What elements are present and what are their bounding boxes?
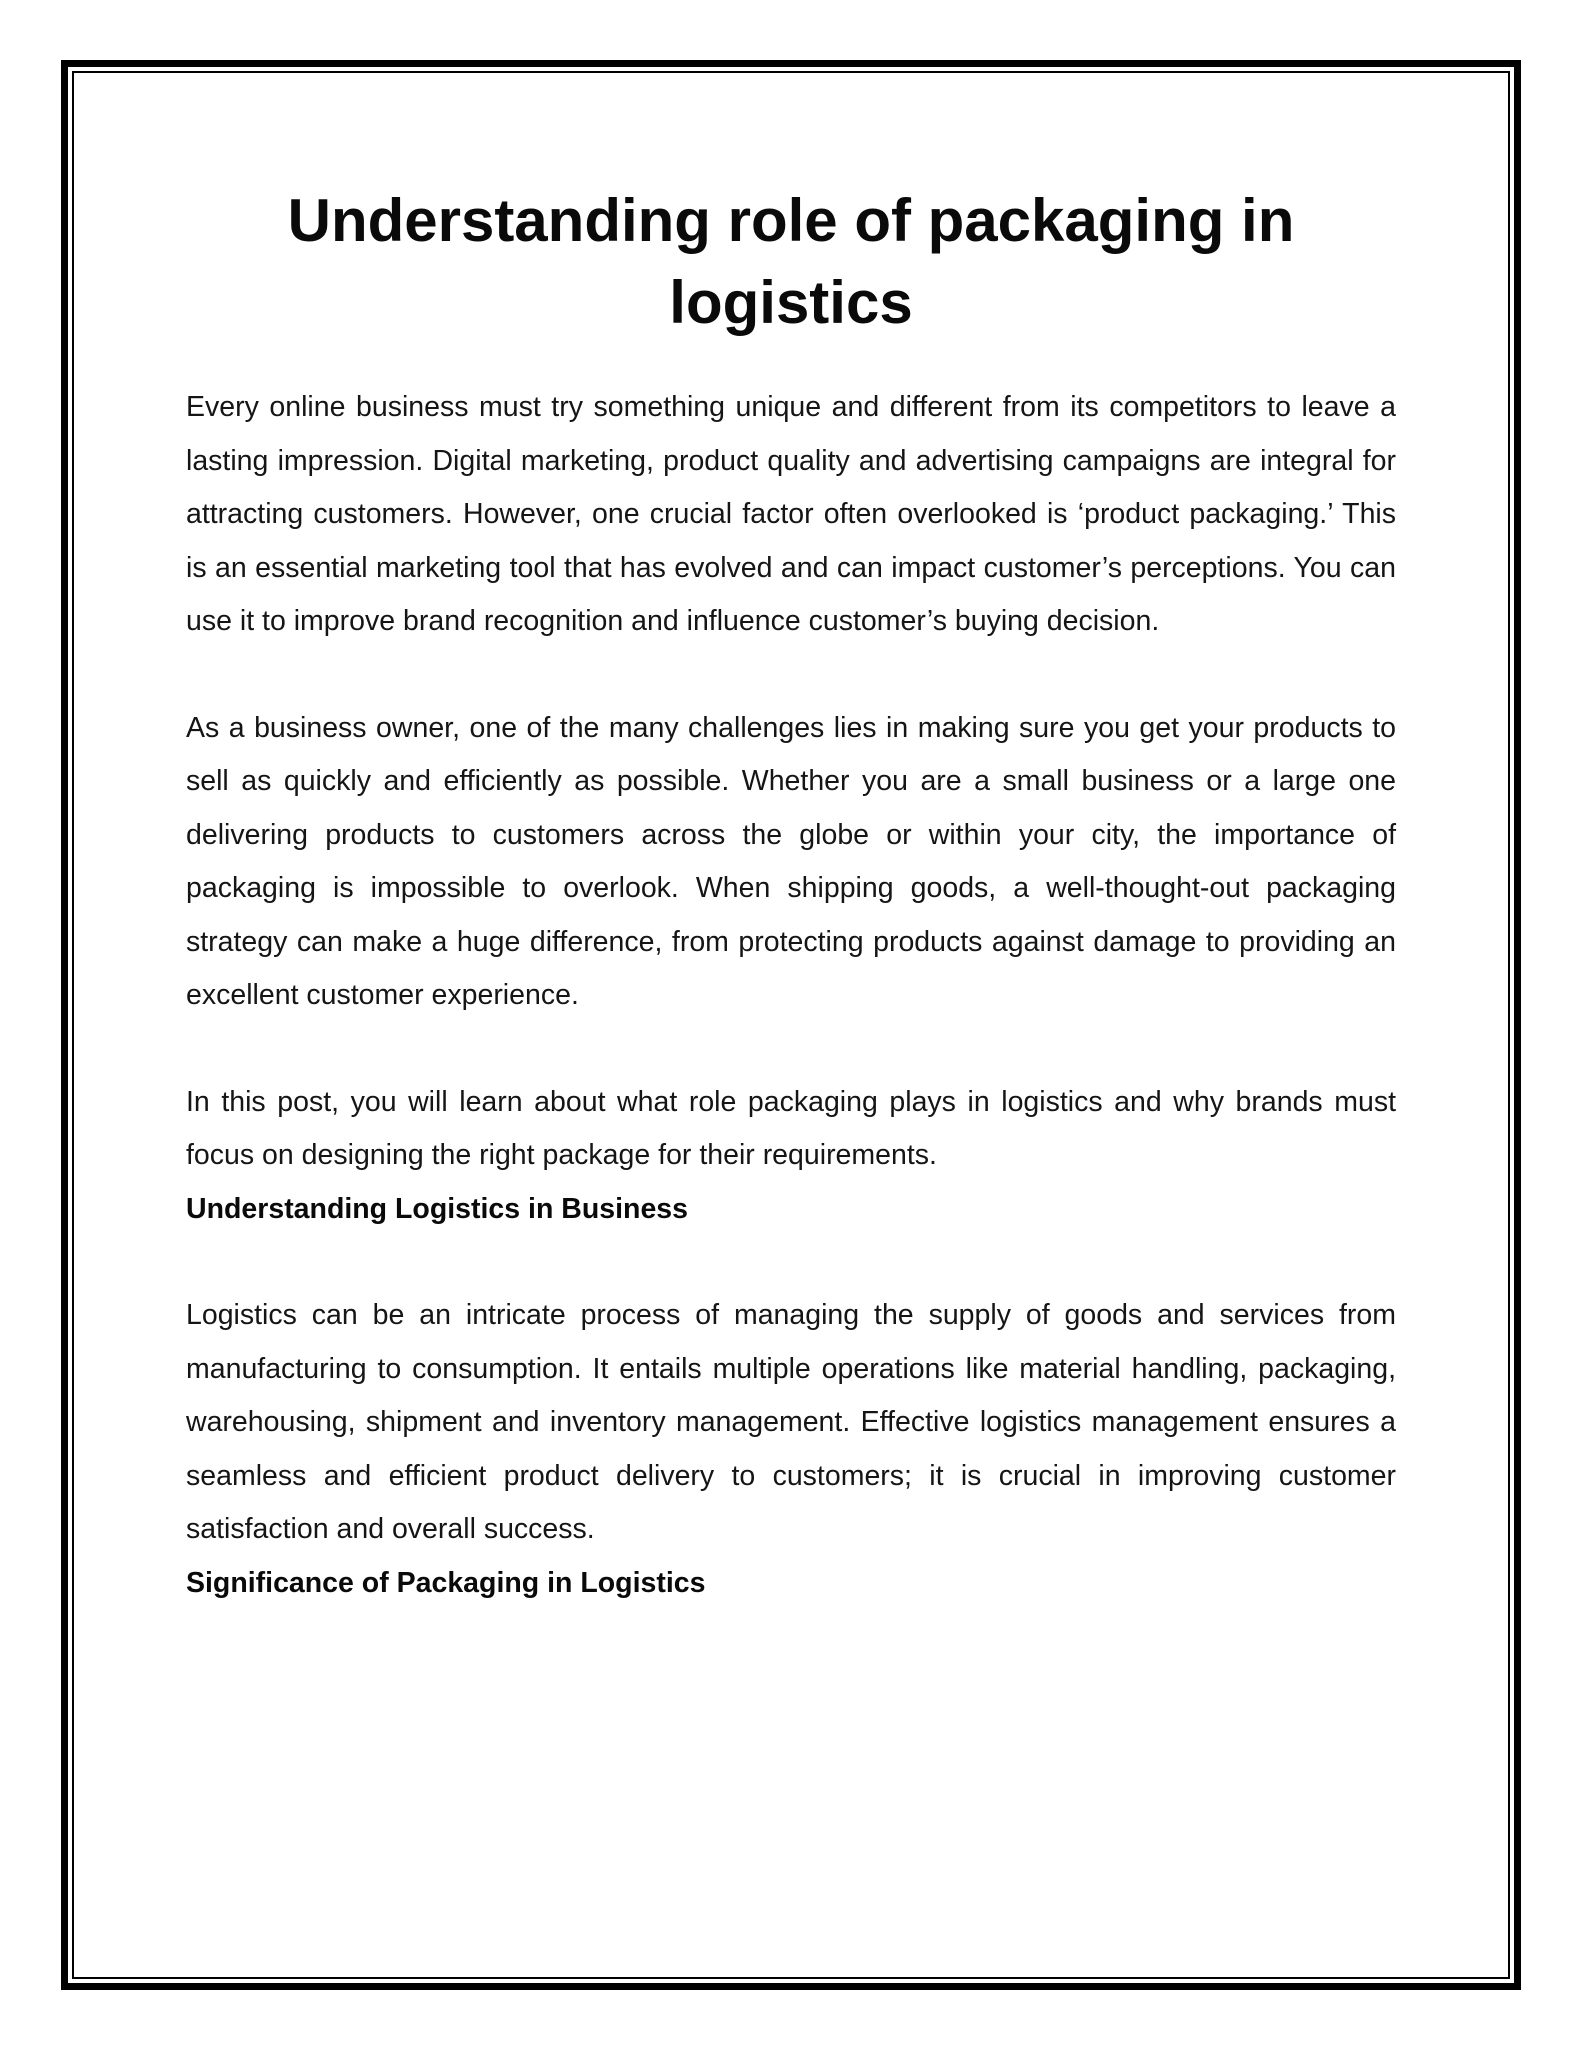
paragraph-intro: Every online business must try something unique and different from its competitors to leave a lasting impression. Digital marketing, product quality and advertising campaigns are integral for attracting customers. However, one crucial factor often overlooked is ‘product packaging.’ This is an essential marketing tool that has evolved and can impact customer’s perceptions. You can use it to improve brand recognition and influence customer’s buying decision. xyxy=(186,391,1396,637)
section-heading-packaging-significance: Significance of Packaging in Logistics xyxy=(186,1566,706,1599)
section-heading-logistics: Understanding Logistics in Business xyxy=(186,1192,688,1225)
paragraph-business-owner: As a business owner, one of the many challenges lies in making sure you get your products to sell as quickly and efficiently as possible. Whether you are a small business or a large one delivering products to customers across the globe or within your city, the importance of packaging is impossible to overlook. When shipping goods, a well-thought-out packaging strategy can make a huge difference, from protecting products against damage to providing an excellent customer experience. xyxy=(186,711,1396,1011)
paragraph-post-overview: In this post, you will learn about what role packaging plays in logistics and why brands must focus on designing the right package for their requirements. xyxy=(186,1085,1396,1171)
paragraph-logistics: Logistics can be an intricate process of managing the supply of goods and services from manufacturing to consumption. It entails multiple operations like material handling, packaging, warehousing, shipment and inventory management. Effective logistics management ensures a seamless and efficient product delivery to customers; it is crucial in improving customer satisfaction and overall success. xyxy=(186,1299,1396,1545)
document-body xyxy=(186,180,1396,1610)
document-title: Understanding role of packaging in logistics xyxy=(287,187,1295,336)
